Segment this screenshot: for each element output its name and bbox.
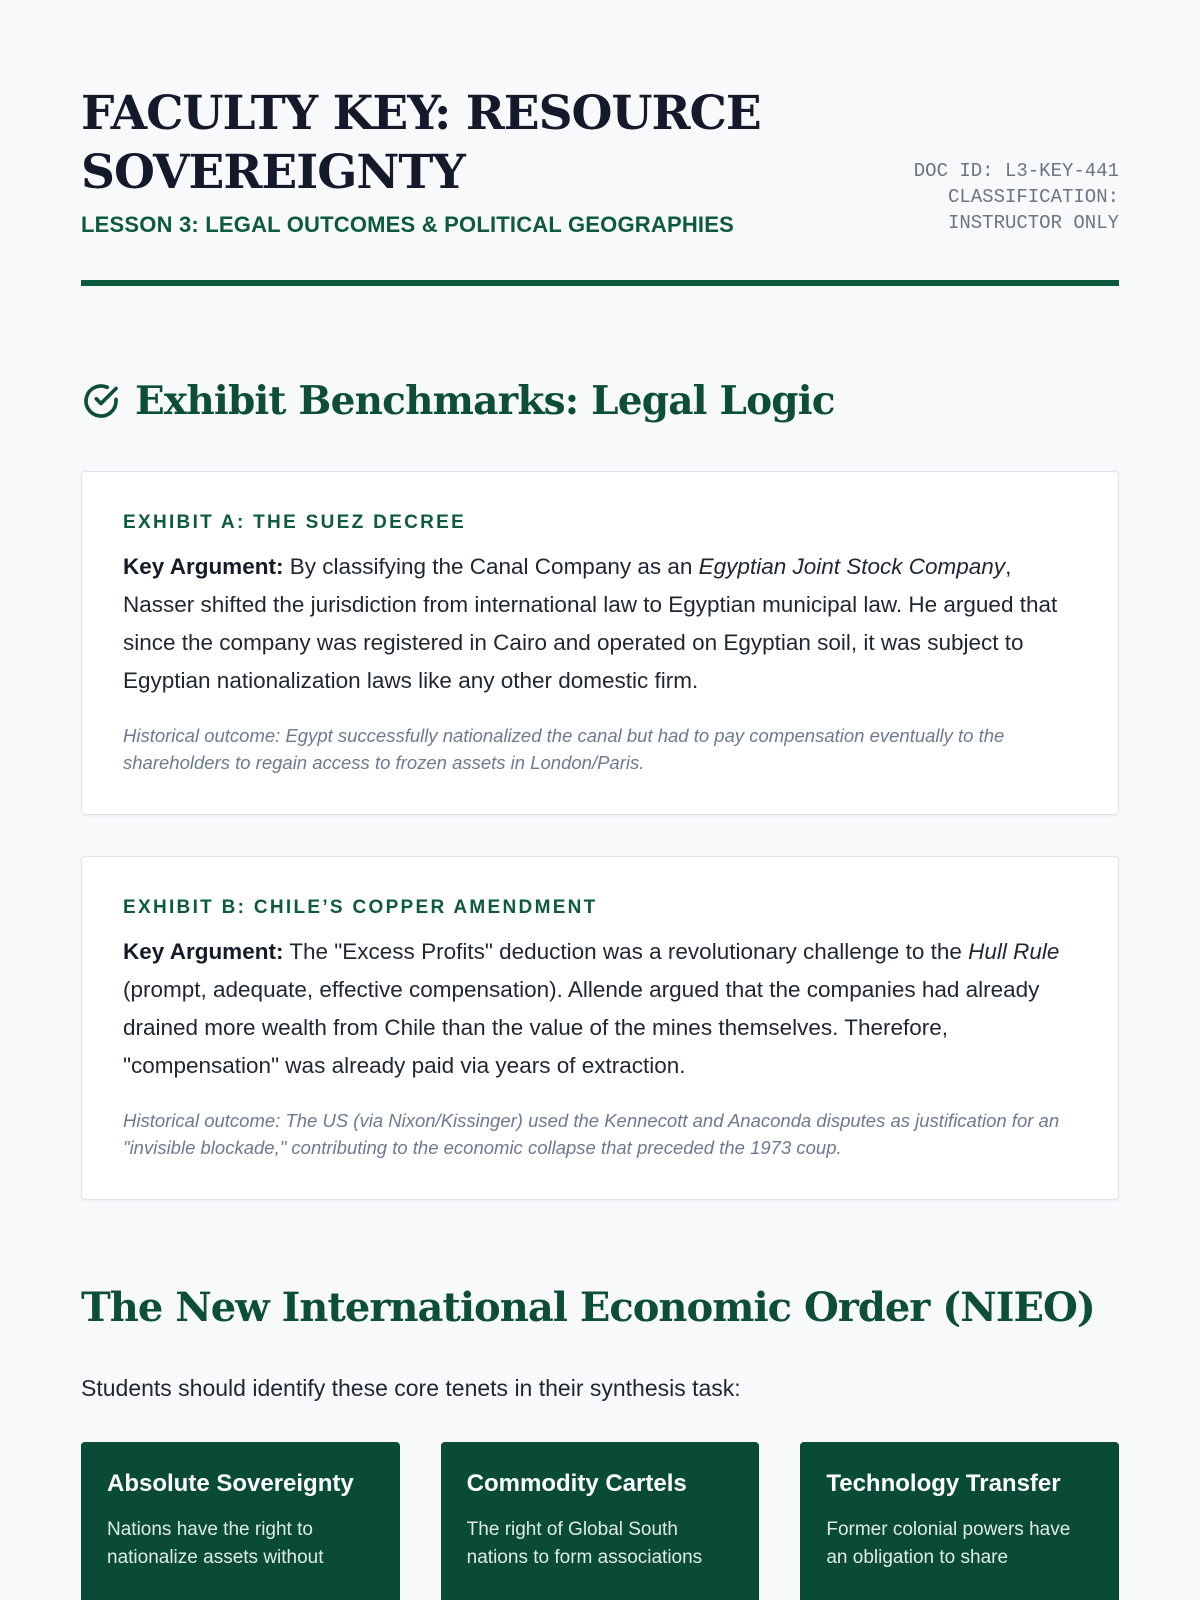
classification-label: CLASSIFICATION:	[947, 186, 1119, 208]
doc-id: DOC ID: L3-KEY-441	[913, 160, 1119, 182]
argument-text: The "Excess Profits" deduction was a revolutionary challenge to the	[283, 939, 969, 964]
argument-text: (prompt, adequate, effective compensation). Allende argued that the companies had already drained more wealth from Chile than the value of the mines themselves. Therefore, "compensation" was already paid via years of extraction.	[123, 977, 1040, 1078]
historical-outcome: Historical outcome: The US (via Nixon/Kissinger) used the Kennecott and Anaconda disputes as justification for an "invisible blockade," contributing to the economic collapse that preceded the 1973 coup.	[123, 1110, 1060, 1158]
key-argument-label: Key Argument:	[123, 554, 284, 579]
document-header	[81, 0, 1119, 289]
benchmarks-section	[81, 371, 1119, 1200]
exhibit-label: EXHIBIT A: THE SUEZ DECREE	[123, 512, 467, 533]
nieo-section	[81, 1284, 1119, 1600]
tenet-title: Absolute Sovereignty	[107, 1470, 354, 1497]
argument-emphasis: Hull Rule	[968, 939, 1060, 964]
exhibit-argument	[123, 548, 1078, 700]
tenet-card	[441, 1442, 760, 1600]
tenet-card	[81, 1442, 400, 1600]
benchmarks-heading: Exhibit Benchmarks: Legal Logic	[135, 378, 835, 424]
tenet-card	[800, 1442, 1119, 1600]
page-title: FACULTY KEY: RESOURCE SOVEREIGNTY	[81, 86, 761, 200]
doc-meta	[914, 158, 1119, 236]
tenet-title: Technology Transfer	[826, 1470, 1061, 1497]
header-divider	[81, 280, 1119, 286]
nieo-intro: Students should identify these core tenets in their synthesis task:	[81, 1375, 741, 1401]
argument-text: , Nasser shifted the jurisdiction from international law to Egyptian municipal law. He argued that since the company was registered in Cairo and operated on Egyptian soil, it was subject to Egyptian nationalization laws like any other domestic firm.	[123, 554, 1058, 693]
historical-outcome: Historical outcome: Egypt successfully nationalized the canal but had to pay compensation eventually to the shareholders to regain access to frozen assets in London/Paris.	[123, 725, 1005, 773]
exhibit-card	[81, 471, 1119, 815]
tenet-text: Former colonial powers have an obligation to share	[826, 1519, 1071, 1568]
tenet-title: Commodity Cartels	[466, 1470, 687, 1497]
argument-emphasis: Egyptian Joint Stock Company	[698, 554, 1006, 579]
exhibit-label: EXHIBIT B: CHILE’S COPPER AMENDMENT	[123, 897, 598, 918]
benchmarks-heading-row	[81, 371, 1119, 431]
key-argument-label: Key Argument:	[123, 939, 284, 964]
exhibit-argument	[123, 933, 1078, 1085]
check-circle-icon	[81, 381, 121, 421]
lesson-subtitle: LESSON 3: LEGAL OUTCOMES & POLITICAL GEOGRAPHIES	[81, 212, 734, 237]
tenet-text: The right of Global South nations to form associations	[466, 1519, 703, 1568]
nieo-heading: The New International Economic Order (NIEO)	[81, 1284, 1095, 1331]
tenet-grid	[81, 1442, 1119, 1600]
tenet-text: Nations have the right to nationalize assets without	[107, 1519, 324, 1568]
exhibit-card	[81, 856, 1119, 1200]
argument-text: By classifying the Canal Company as an	[283, 554, 699, 579]
classification-value: INSTRUCTOR ONLY	[947, 212, 1119, 234]
